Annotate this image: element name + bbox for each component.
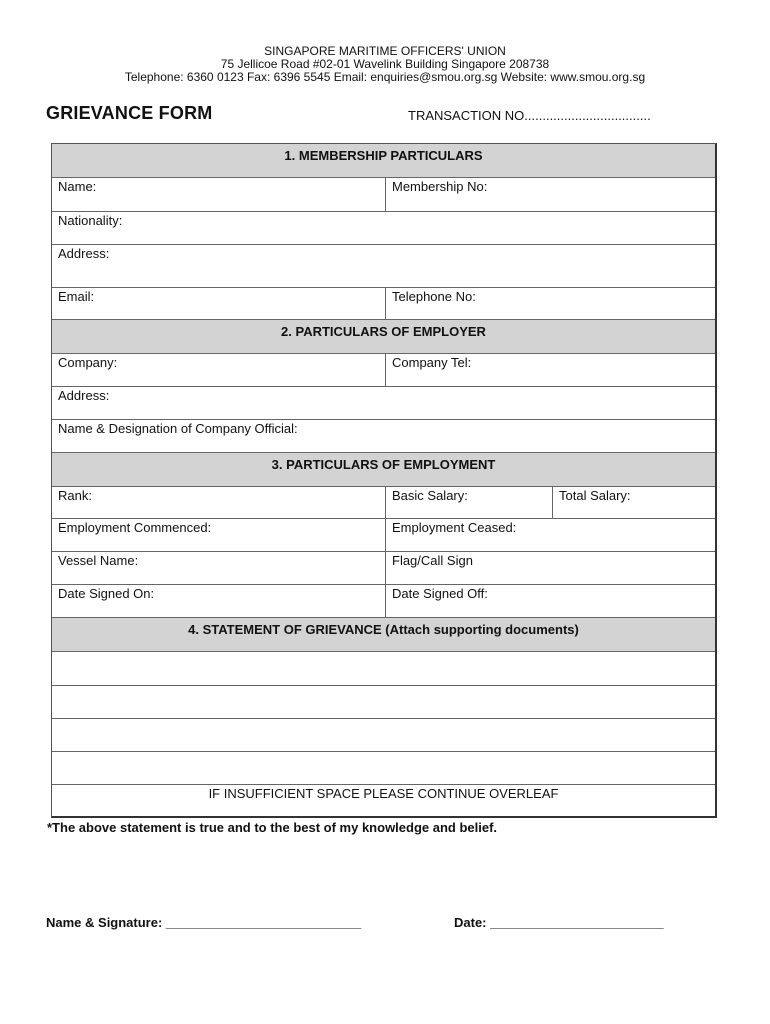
address-label: Address: — [58, 246, 110, 261]
org-address: 75 Jellicoe Road #02-01 Wavelink Building Singapore 208738 — [220, 57, 550, 71]
total-salary-field[interactable] — [552, 487, 715, 518]
company-official-field[interactable] — [52, 420, 715, 452]
section-heading-text: 3. PARTICULARS OF EMPLOYMENT — [271, 457, 496, 472]
overleaf-text: IF INSUFFICIENT SPACE PLEASE CONTINUE OVERLEAF — [208, 786, 559, 801]
row-email — [52, 288, 715, 320]
company-tel-field[interactable] — [385, 354, 715, 386]
telephone-field[interactable] — [385, 288, 715, 319]
section-heading-text: 2. PARTICULARS OF EMPLOYER — [281, 324, 486, 339]
total-salary-label: Total Salary: — [559, 488, 631, 503]
row-address — [52, 245, 715, 288]
org-contact: Telephone: 6360 0123 Fax: 6396 5545 Email: enquiries@smou.org.sg Website: www.smou.org.sg — [124, 70, 646, 84]
row-nationality — [52, 212, 715, 245]
membership-no-label: Membership No: — [392, 179, 488, 194]
company-field[interactable] — [52, 354, 385, 386]
row-commenced — [52, 519, 715, 552]
date-signed-on-field[interactable] — [52, 585, 385, 617]
nationality-field[interactable] — [52, 212, 715, 244]
date-signed-on-label: Date Signed On: — [58, 586, 155, 601]
row-employer-address — [52, 387, 715, 420]
nationality-label: Nationality: — [58, 213, 123, 228]
section-membership-heading — [52, 144, 715, 178]
rank-field[interactable] — [52, 487, 385, 518]
date-signed-off-field[interactable] — [385, 585, 715, 617]
address-label: Address: — [58, 388, 110, 403]
name-field[interactable] — [52, 178, 385, 211]
employment-commenced-label: Employment Commenced: — [58, 520, 212, 535]
row-rank — [52, 487, 715, 519]
form-title: GRIEVANCE FORM — [46, 103, 213, 123]
grievance-line-1[interactable] — [52, 652, 715, 686]
row-company — [52, 354, 715, 387]
name-signature-field[interactable]: Name & Signature: ___________________________ — [46, 915, 362, 930]
vessel-name-field[interactable] — [52, 552, 385, 584]
company-label: Company: — [58, 355, 118, 370]
employment-commenced-field[interactable] — [52, 519, 385, 551]
basic-salary-label: Basic Salary: — [392, 488, 468, 503]
section-employment-heading — [52, 453, 715, 487]
flag-call-sign-label: Flag/Call Sign — [392, 553, 473, 568]
rank-label: Rank: — [58, 488, 92, 503]
row-official — [52, 420, 715, 453]
employment-ceased-label: Employment Ceased: — [392, 520, 517, 535]
transaction-number-field[interactable]: TRANSACTION NO................................... — [408, 108, 651, 123]
employment-ceased-field[interactable] — [385, 519, 715, 551]
date-signed-off-label: Date Signed Off: — [392, 586, 488, 601]
member-address-field[interactable] — [52, 245, 715, 287]
row-vessel — [52, 552, 715, 585]
email-label: Email: — [58, 289, 95, 304]
name-label: Name: — [58, 179, 97, 194]
grievance-line-3[interactable] — [52, 719, 715, 752]
section-employer-heading — [52, 320, 715, 354]
company-tel-label: Company Tel: — [392, 355, 472, 370]
flag-call-sign-field[interactable] — [385, 552, 715, 584]
membership-no-field[interactable] — [385, 178, 715, 211]
date-field[interactable]: Date: ________________________ — [454, 915, 664, 930]
section-heading-text: 1. MEMBERSHIP PARTICULARS — [284, 148, 483, 163]
row-name — [52, 178, 715, 212]
overleaf-notice — [52, 785, 715, 817]
row-signed-on — [52, 585, 715, 618]
basic-salary-field[interactable] — [385, 487, 552, 518]
section-grievance-heading — [52, 618, 715, 652]
employer-address-field[interactable] — [52, 387, 715, 419]
grievance-line-2[interactable] — [52, 686, 715, 719]
org-name: SINGAPORE MARITIME OFFICERS' UNION — [264, 44, 506, 58]
grievance-line-4[interactable] — [52, 752, 715, 785]
grievance-form-table — [51, 143, 717, 818]
vessel-name-label: Vessel Name: — [58, 553, 139, 568]
declaration-statement: *The above statement is true and to the best of my knowledge and belief. — [47, 820, 498, 835]
company-official-label: Name & Designation of Company Official: — [58, 421, 298, 436]
telephone-label: Telephone No: — [392, 289, 476, 304]
email-field[interactable] — [52, 288, 385, 319]
section-heading-text: 4. STATEMENT OF GRIEVANCE (Attach supporting documents) — [188, 622, 579, 637]
